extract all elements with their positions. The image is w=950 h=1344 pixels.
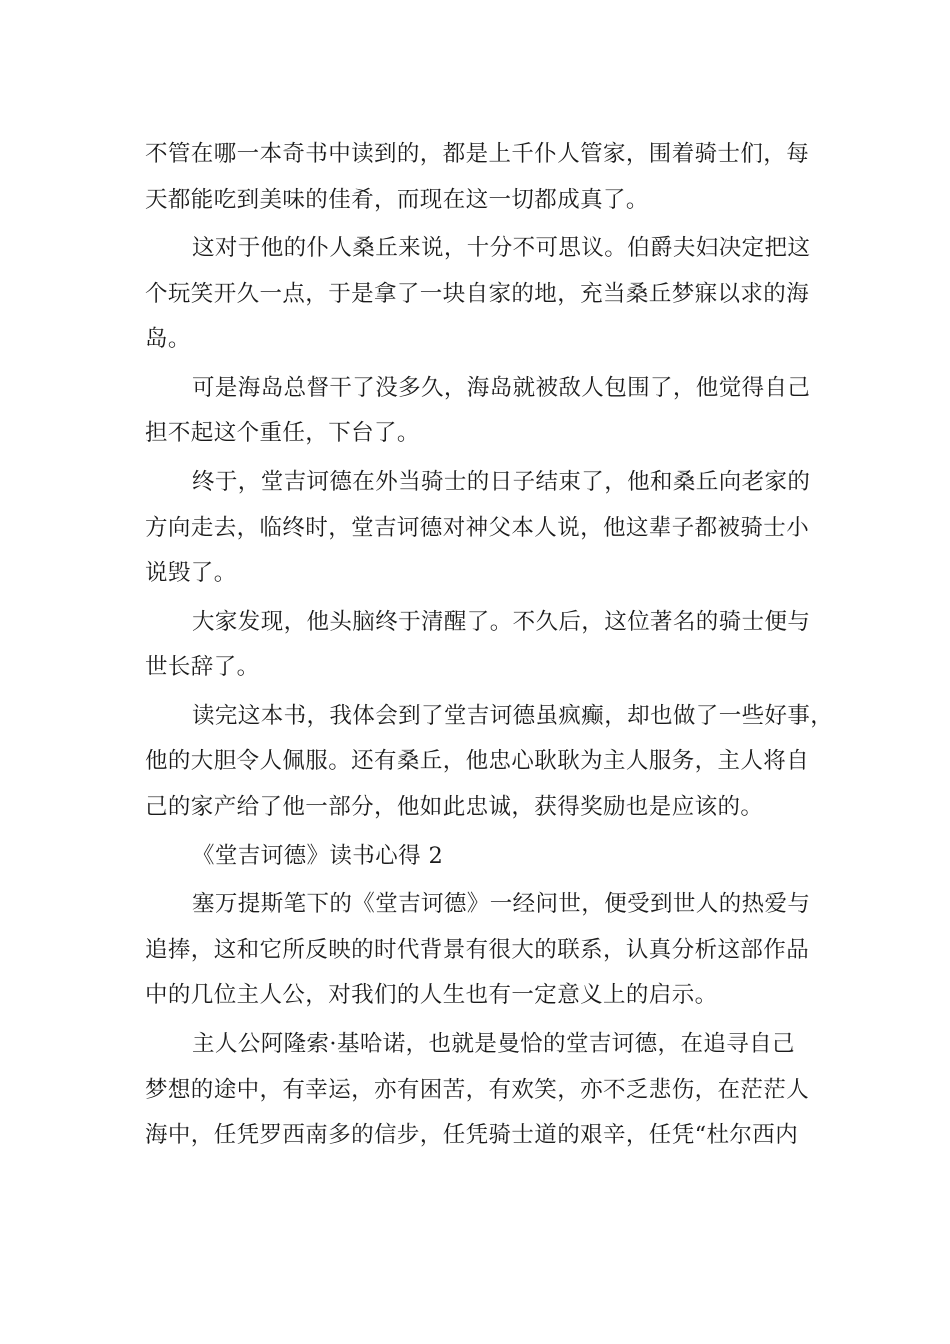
text-line: 说毁了。 xyxy=(145,560,237,587)
text-line: 海中，任凭罗西南多的信步，任凭骑士道的艰辛，任凭“杜尔西内 xyxy=(145,1122,799,1148)
section-heading: 《堂吉诃德》读书心得 2 xyxy=(192,842,444,869)
text-line: 他的大胆令人佩服。还有桑丘，他忠心耿耿为主人服务，主人将自 xyxy=(145,748,810,775)
text-line: 这对于他的仆人桑丘来说，十分不可思议。伯爵夫妇决定把这 xyxy=(192,235,811,262)
text-line: 塞万提斯笔下的《堂吉诃德》一经问世，便受到世人的热爱与 xyxy=(192,891,811,918)
text-line: 主人公阿隆索·基哈诺，也就是曼恰的堂吉诃德，在追寻自己 xyxy=(192,1031,795,1057)
text-line: 可是海岛总督干了没多久，海岛就被敌人包围了，他觉得自己 xyxy=(192,374,811,401)
text-line: 读完这本书，我体会到了堂吉诃德虽疯癫，却也做了一些好事， xyxy=(192,702,834,729)
text-line: 追捧，这和它所反映的时代背景有很大的联系，认真分析这部作品 xyxy=(145,936,810,963)
text-line: 大家发现，他头脑终于清醒了。不久后，这位著名的骑士便与 xyxy=(192,608,811,635)
text-line: 世长辞了。 xyxy=(145,654,260,681)
text-line: 不管在哪一本奇书中读到的，都是上千仆人管家，围着骑士们，每 xyxy=(145,141,810,167)
document-body xyxy=(145,132,834,1159)
text-line: 天都能吃到美味的佳肴，而现在这一切都成真了。 xyxy=(145,186,649,213)
text-line: 担不起这个重任，下台了。 xyxy=(145,420,420,447)
text-line: 梦想的途中，有幸运，亦有困苦，有欢笑，亦不乏悲伤，在茫茫人 xyxy=(145,1076,810,1103)
text-line: 个玩笑开久一点，于是拿了一块自家的地，充当桑丘梦寐以求的海 xyxy=(145,280,810,307)
text-line: 终于，堂吉诃德在外当骑士的日子结束了，他和桑丘向老家的 xyxy=(192,469,811,496)
text-line: 己的家产给了他一部分，他如此忠诚，获得奖励也是应该的。 xyxy=(145,793,764,820)
text-line: 方向走去，临终时，堂吉诃德对神父本人说，他这辈子都被骑士小 xyxy=(145,514,810,541)
text-line: 中的几位主人公，对我们的人生也有一定意义上的启示。 xyxy=(145,982,718,1009)
text-line: 岛。 xyxy=(145,326,191,353)
